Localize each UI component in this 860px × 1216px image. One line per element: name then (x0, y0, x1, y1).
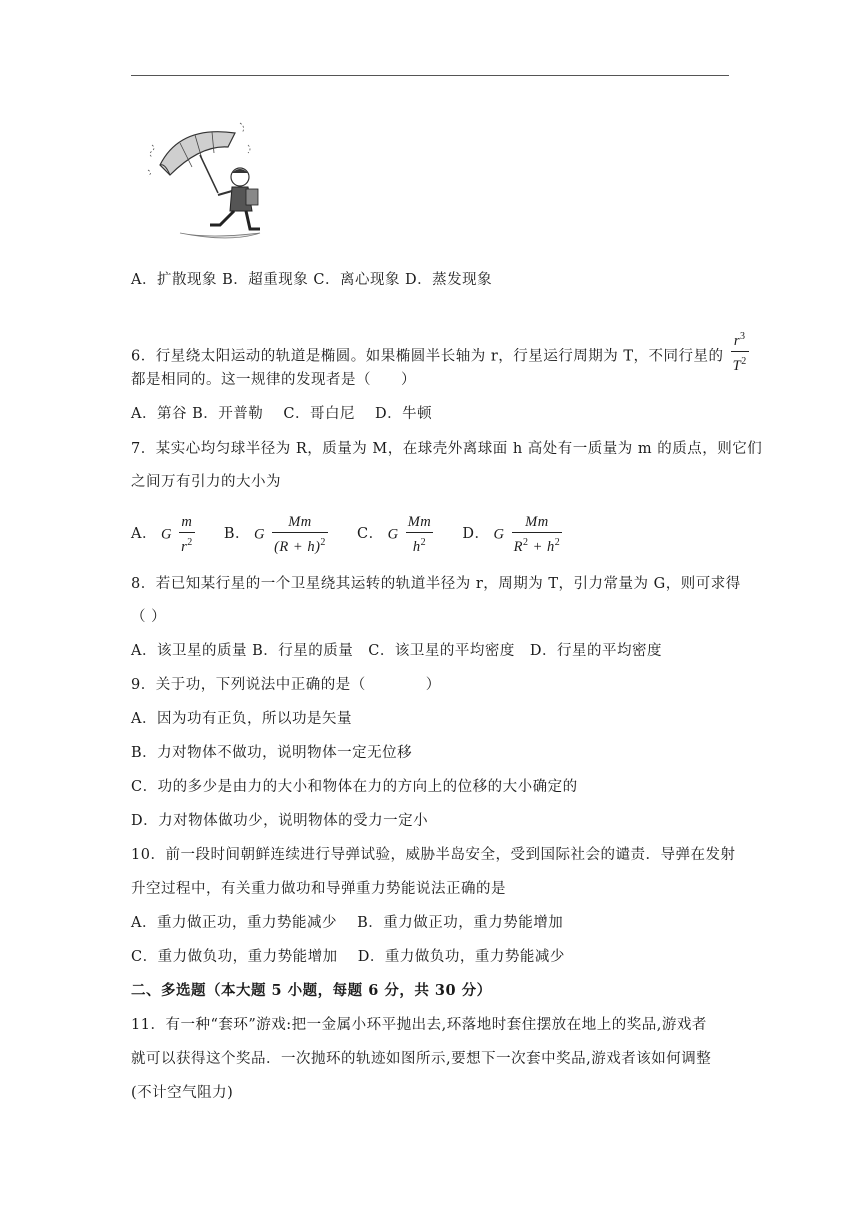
q9-stem: 9．关于功，下列说法中正确的是（ ） (131, 677, 441, 693)
q6-stem-text: 6．行星绕太阳运动的轨道是椭圆。如果椭圆半长轴为 r，行星运行周期为 T，不同行星的 (131, 348, 724, 365)
q7-stem-line2: 之间万有引力的大小为 (131, 474, 281, 490)
q8-options: A．该卫星的质量 B．行星的质量 C．该卫星的平均密度 D．行星的平均密度 (131, 643, 662, 659)
q6-stem-line2: 都是相同的。这一规律的发现者是（ ） (131, 372, 416, 388)
q9-option-c: C．功的多少是由力的大小和物体在力的方向上的位移的大小确定的 (131, 779, 578, 795)
q5-options: A．扩散现象 B．超重现象 C．离心现象 D．蒸发现象 (131, 272, 493, 288)
q8-stem: 8．若已知某行星的一个卫星绕其运转的轨道半径为 r，周期为 T，引力常量为 G，则可求得 (131, 576, 741, 592)
q10-stem-line2: 升空过程中，有关重力做功和导弹重力势能说法正确的是 (131, 881, 506, 897)
q11-stem-line2: 就可以获得这个奖品．一次抛环的轨迹如图所示,要想下一次套中奖品,游戏者该如何调整 (131, 1051, 712, 1067)
q7-option-c: C． G $\frac{Mm}{h^2}$ (357, 514, 432, 555)
q6-options: A．第谷 B．开普勒 C．哥白尼 D．牛顿 (131, 406, 433, 422)
umbrella-person-illustration (140, 115, 272, 247)
q10-stem: 10．前一段时间朝鲜连续进行导弹试验，威胁半岛安全，受到国际社会的谴责．导弹在发射 (131, 847, 736, 863)
q11-stem: 11．有一种“套环”游戏:把一金属小环平抛出去,环落地时套住摆放在地上的奖品,游戏者 (131, 1017, 707, 1033)
section-2-title: 二、多选题（本大题 5 小题，每题 6 分，共 30 分） (131, 982, 492, 999)
q11-stem-line3: (不计空气阻力) (131, 1085, 234, 1101)
q10-options-ab: A．重力做正功，重力势能减少 B．重力做正功，重力势能增加 (131, 915, 564, 931)
q7-option-b: B． G $\frac{Mm}{(R + h)^2}$ (223, 514, 326, 555)
q7-option-a: A． G $\frac{m}{r^2}$ (131, 514, 193, 555)
q9-option-b: B．力对物体不做功，说明物体一定无位移 (131, 745, 413, 761)
q9-option-d: D．力对物体做功少，说明物体的受力一定小 (131, 813, 429, 829)
header-rule (131, 75, 729, 76)
q8-stem-line2: （ ） (131, 609, 167, 625)
q7-options (131, 512, 586, 557)
q10-options-cd: C．重力做负功，重力势能增加 D．重力做负功，重力势能减少 (131, 949, 565, 965)
q7-option-d: D． G $\frac{Mm}{R^2 + h^2}$ (462, 514, 561, 555)
q9-option-a: A．因为功有正负，所以功是矢量 (131, 711, 352, 727)
q7-stem: 7．某实心均匀球半径为 R，质量为 M，在球壳外离球面 h 高处有一质量为 m 的质点，则它们 (131, 441, 763, 457)
q6-fraction: $\frac{r^3}{T^2}$ (731, 327, 749, 376)
